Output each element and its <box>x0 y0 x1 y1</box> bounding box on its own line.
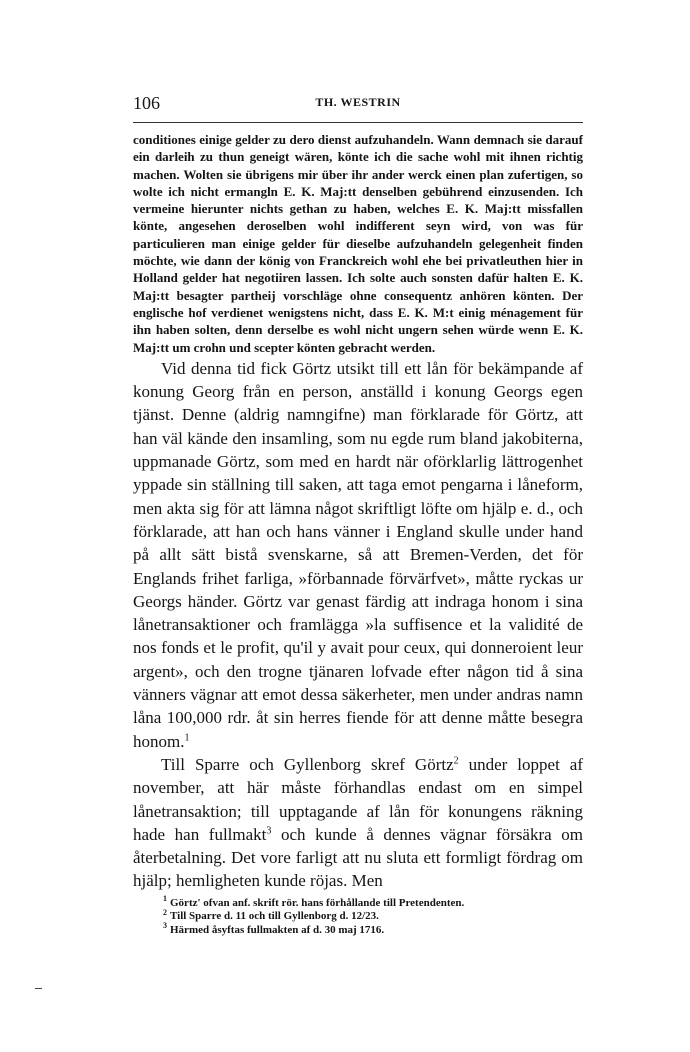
header-rule <box>133 122 583 123</box>
footnote-ref-2[interactable]: 2 <box>453 755 459 767</box>
paragraph-2-text-c: och kunde å dennes vägnar försäkra om återbetalning. Det vore farligt att nu sluta ett formligt fördrag om hjälp; hemligheten kunde röjas. Men <box>133 824 583 891</box>
footnote-mark: 2 <box>163 907 167 917</box>
footnote-1 <box>163 894 583 911</box>
footnotes <box>133 894 583 938</box>
paragraph-1-text: Vid denna tid fick Görtz utsikt till ett lån för bekämpande af konung Georg från en person, anställd i konung Georgs egen tjänst. Denne (aldrig namngifne) man förklarade för Görtz, att han väl kände den insamling, som nu egde rum bland jakobiterna, uppmanade Görtz, som med en hardt när oförklarlig lättrogenhet yppade sin ställning till saken, att taga emot pengarna i låneform, men akta sig för att lämna något skriftligt löfte om hjälp e. d., och förklarade, att han och hans vänner i England skulle under hand på allt sätt bistå svenskarne, så att Bremen-Verden, det för Englands frihet farliga, »förbannade förvärfvet», måtte ryckas ur Georgs händer. Görtz var genast färdig att indraga honom i sina lånetransaktioner och framlägga »la suffisence et la validité de nos fonds et le profit, qu'il y avait pour ceux, qui donneroient leur argent», och den trogne tjänaren lofvade efter någon tid å sina vänners vägnar att emot dessa säkerheter, men under andras namn låna 100,000 rdr. åt sin herres fiende för att denne måtte besegra honom. <box>133 358 583 751</box>
footnote-text: Till Sparre d. 11 och till Gyllenborg d. 12/23. <box>170 910 379 923</box>
running-head-author: TH. WESTRIN <box>315 95 401 109</box>
paragraph-2-text-b: under loppet af november, att här måste förhandlas endast om en simpel lånetransaktion; till upptagande af lån för konungens räkning hade han fullmakt <box>133 754 583 844</box>
margin-mark <box>35 988 42 989</box>
body-text <box>133 357 583 893</box>
footnote-text: Härmed åsyftas fullmakten af d. 30 maj 1716. <box>170 923 385 936</box>
footnote-mark: 3 <box>163 921 167 931</box>
footnote-text: Görtz' ofvan anf. skrift rör. hans förhållande till Pretendenten. <box>170 896 465 909</box>
footnote-3 <box>163 921 583 938</box>
book-page <box>133 92 583 937</box>
footnote-ref-3[interactable]: 3 <box>266 825 272 837</box>
footnote-ref-1[interactable]: 1 <box>184 731 190 743</box>
footnote-mark: 1 <box>163 894 167 904</box>
paragraph-1 <box>133 357 583 753</box>
running-head <box>133 92 583 116</box>
paragraph-2 <box>133 753 583 893</box>
quoted-letter-excerpt: conditiones einige gelder zu dero dienst aufzuhandeln. Wann demnach sie darauf ein darleih zu thun geneigt wären, könte ich die sache wohl mit ihnen richtig machen. Wolten sie übrigens mir über ihr ander werck einen plan zufertigen, so wolte ich nicht ermangln E. K. Maj:tt denselben gebührend einzusenden. Ich vermeine hierunter nichts gethan zu haben, welches E. K. Maj:tt missfallen könte, angesehen deroselben wohl indifferent seyn wird, von was für particulieren man einige gelder für dieselbe aufzuhandeln gelegenheit finden möchte, wie dann der könig von Franckreich wohl ehe bei privatleuthen hier in Holland gelder hat negotiiren lassen. Ich solte auch sonsten dafür halten E. K. Maj:tt besagter partheij vorschläge ohne consequentz anhören könten. Der englische hof verdienet wenigstens nicht, dass E. K. M:t einig ménagement für ihn haben solten, denn derselbe es wohl nicht ungern sehen würde wenn E. K. Maj:tt um crohn und scepter könten gebracht werden. <box>133 132 583 355</box>
page-number: 106 <box>133 93 160 113</box>
footnote-2 <box>163 907 583 924</box>
paragraph-2-text-a: Till Sparre och Gyllenborg skref Görtz <box>161 754 454 774</box>
